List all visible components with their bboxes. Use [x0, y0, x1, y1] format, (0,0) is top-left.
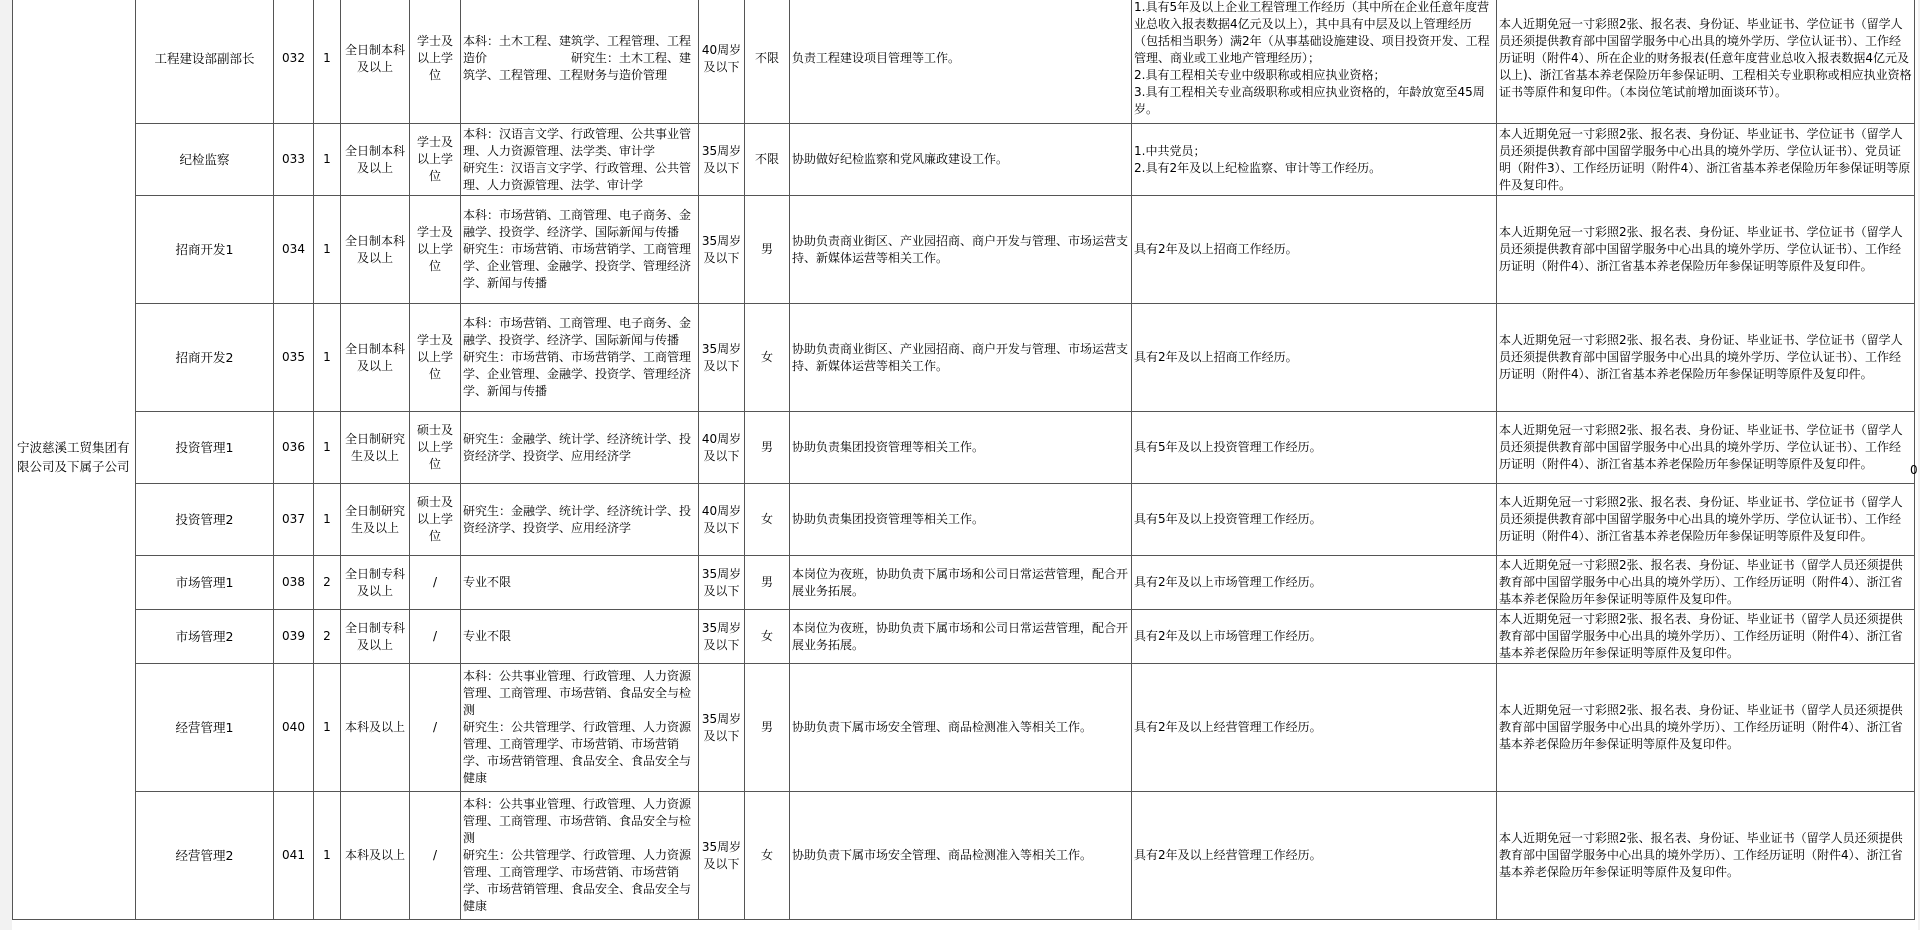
table-body: [13, 0, 1915, 920]
age-cell: 35周岁及以下: [699, 556, 745, 610]
age-cell: 35周岁及以下: [699, 124, 745, 196]
table-row: [13, 124, 1915, 196]
age-cell: 35周岁及以下: [699, 610, 745, 664]
count-cell: 1: [314, 792, 341, 920]
code-cell: 039: [274, 610, 314, 664]
materials-cell: 本人近期免冠一寸彩照2张、报名表、身份证、毕业证书、学位证书（留学人员还须提供教育部中国留学服务中心出具的境外学历、学位认证书）、工作经历证明（附件4）、所在企业的财务报表(任意年度营业总收入报表数据4亿元及以上)、浙江省基本养老保险历年参保证明、工程相关专业职称或相应执业资格证书等原件和复印件。（本岗位笔试前增加面谈环节）。: [1497, 0, 1915, 124]
major-cell: 本科：市场营销、工商管理、电子商务、金融学、投资学、经济学、国际新闻与传播 研究生：市场营销、市场营销学、工商管理学、企业管理、金融学、投资学、管理经济学、新闻与传播: [461, 196, 699, 304]
degree-cell: 硕士及以上学位: [410, 484, 461, 556]
count-cell: 2: [314, 610, 341, 664]
age-cell: 35周岁及以下: [699, 664, 745, 792]
table-row: [13, 792, 1915, 920]
education-cell: 全日制本科及以上: [341, 196, 410, 304]
major-cell: 专业不限: [461, 556, 699, 610]
code-cell: 036: [274, 412, 314, 484]
code-cell: 032: [274, 0, 314, 124]
count-cell: 1: [314, 664, 341, 792]
gender-cell: 女: [745, 484, 790, 556]
materials-cell: 本人近期免冠一寸彩照2张、报名表、身份证、毕业证书、学位证书（留学人员还须提供教育部中国留学服务中心出具的境外学历、学位认证书）、工作经历证明（附件4）、浙江省基本养老保险历年参保证明等原件及复印件。: [1497, 196, 1915, 304]
degree-cell: /: [410, 556, 461, 610]
major-cell: 本科：公共事业管理、行政管理、人力资源管理、工商管理、市场营销、食品安全与检测 研究生：公共管理学、行政管理、人力资源管理、工商管理学、市场营销、市场营销学、市场营销管理、食品安全、食品安全与健康: [461, 664, 699, 792]
organization-cell: 宁波慈溪工贸集团有限公司及下属子公司: [13, 0, 136, 920]
degree-cell: 学士及以上学位: [410, 196, 461, 304]
major-cell: 研究生：金融学、统计学、经济统计学、投资经济学、投资学、应用经济学: [461, 484, 699, 556]
education-cell: 全日制专科及以上: [341, 556, 410, 610]
table-row: [13, 196, 1915, 304]
edge-mark: 0: [1910, 463, 1918, 477]
materials-cell: 本人近期免冠一寸彩照2张、报名表、身份证、毕业证书、学位证书（留学人员还须提供教育部中国留学服务中心出具的境外学历、学位认证书）、工作经历证明（附件4）、浙江省基本养老保险历年参保证明等原件及复印件。: [1497, 304, 1915, 412]
code-cell: 040: [274, 664, 314, 792]
position-cell: 投资管理1: [136, 412, 274, 484]
requirements-cell: 具有2年及以上经营管理工作经历。: [1132, 664, 1497, 792]
age-cell: 40周岁及以下: [699, 0, 745, 124]
code-cell: 038: [274, 556, 314, 610]
materials-cell: 本人近期免冠一寸彩照2张、报名表、身份证、毕业证书、学位证书（留学人员还须提供教育部中国留学服务中心出具的境外学历、学位认证书）、党员证明（附件3）、工作经历证明（附件4）、浙江省基本养老保险历年参保证明等原件及复印件。: [1497, 124, 1915, 196]
materials-cell: 本人近期免冠一寸彩照2张、报名表、身份证、毕业证书、学位证书（留学人员还须提供教育部中国留学服务中心出具的境外学历、学位认证书）、工作经历证明（附件4）、浙江省基本养老保险历年参保证明等原件及复印件。: [1497, 412, 1915, 484]
table-row: [13, 610, 1915, 664]
duty-cell: 协助负责下属市场安全管理、商品检测准入等相关工作。: [790, 792, 1132, 920]
count-cell: 2: [314, 556, 341, 610]
count-cell: 1: [314, 0, 341, 124]
requirements-cell: 1.中共党员； 2.具有2年及以上纪检监察、审计等工作经历。: [1132, 124, 1497, 196]
code-cell: 034: [274, 196, 314, 304]
code-cell: 041: [274, 792, 314, 920]
major-cell: 本科：汉语言文学、行政管理、公共事业管理、人力资源管理、法学类、审计学 研究生：汉语言文字学、行政管理、公共管理、人力资源管理、法学、审计学: [461, 124, 699, 196]
table-row: [13, 304, 1915, 412]
requirements-cell: 具有2年及以上招商工作经历。: [1132, 304, 1497, 412]
requirements-cell: 具有2年及以上招商工作经历。: [1132, 196, 1497, 304]
major-cell: 本科：土木工程、建筑学、工程管理、工程造价 研究生：土木工程、建筑学、工程管理、工程财务与造价管理: [461, 0, 699, 124]
gender-cell: 不限: [745, 0, 790, 124]
duty-cell: 协助负责商业街区、产业园招商、商户开发与管理、市场运营支持、新媒体运营等相关工作。: [790, 304, 1132, 412]
recruitment-table: [12, 0, 1915, 920]
degree-cell: 学士及以上学位: [410, 304, 461, 412]
position-cell: 工程建设部副部长: [136, 0, 274, 124]
duty-cell: 协助做好纪检监察和党风廉政建设工作。: [790, 124, 1132, 196]
degree-cell: 学士及以上学位: [410, 0, 461, 124]
materials-cell: 本人近期免冠一寸彩照2张、报名表、身份证、毕业证书（留学人员还须提供教育部中国留学服务中心出具的境外学历）、工作经历证明（附件4）、浙江省基本养老保险历年参保证明等原件及复印件。: [1497, 664, 1915, 792]
duty-cell: 协助负责集团投资管理等相关工作。: [790, 484, 1132, 556]
position-cell: 纪检监察: [136, 124, 274, 196]
education-cell: 全日制本科及以上: [341, 0, 410, 124]
gender-cell: 女: [745, 792, 790, 920]
age-cell: 35周岁及以下: [699, 304, 745, 412]
major-cell: 专业不限: [461, 610, 699, 664]
degree-cell: /: [410, 664, 461, 792]
requirements-cell: 具有5年及以上投资管理工作经历。: [1132, 412, 1497, 484]
requirements-cell: 具有2年及以上市场管理工作经历。: [1132, 556, 1497, 610]
degree-cell: 学士及以上学位: [410, 124, 461, 196]
age-cell: 35周岁及以下: [699, 792, 745, 920]
duty-cell: 协助负责商业街区、产业园招商、商户开发与管理、市场运营支持、新媒体运营等相关工作。: [790, 196, 1132, 304]
table-row: [13, 412, 1915, 484]
duty-cell: 协助负责下属市场安全管理、商品检测准入等相关工作。: [790, 664, 1132, 792]
position-cell: 招商开发1: [136, 196, 274, 304]
table-row: [13, 484, 1915, 556]
education-cell: 全日制本科及以上: [341, 304, 410, 412]
code-cell: 033: [274, 124, 314, 196]
age-cell: 35周岁及以下: [699, 196, 745, 304]
table-row: [13, 556, 1915, 610]
position-cell: 市场管理2: [136, 610, 274, 664]
education-cell: 本科及以上: [341, 664, 410, 792]
degree-cell: /: [410, 792, 461, 920]
position-cell: 投资管理2: [136, 484, 274, 556]
education-cell: 全日制本科及以上: [341, 124, 410, 196]
count-cell: 1: [314, 124, 341, 196]
age-cell: 40周岁及以下: [699, 412, 745, 484]
gender-cell: 男: [745, 196, 790, 304]
count-cell: 1: [314, 304, 341, 412]
count-cell: 1: [314, 412, 341, 484]
code-cell: 035: [274, 304, 314, 412]
degree-cell: 硕士及以上学位: [410, 412, 461, 484]
requirements-cell: 1.具有5年及以上企业工程管理工作经历（其中所在企业任意年度营业总收入报表数据4亿元及以上），其中具有中层及以上管理经历（包括相当职务）满2年（从事基础设施建设、项目投资开发、工程管理、商业或工业地产管理经历）； 2.具有工程相关专业中级职称或相应执业资格； 3.具有工程相关专业高级职称或相应执业资格的，年龄放宽至45周岁。: [1132, 0, 1497, 124]
education-cell: 本科及以上: [341, 792, 410, 920]
education-cell: 全日制研究生及以上: [341, 484, 410, 556]
table-row: [13, 0, 1915, 124]
age-cell: 40周岁及以下: [699, 484, 745, 556]
gender-cell: 男: [745, 412, 790, 484]
duty-cell: 本岗位为夜班，协助负责下属市场和公司日常运营管理，配合开展业务拓展。: [790, 610, 1132, 664]
materials-cell: 本人近期免冠一寸彩照2张、报名表、身份证、毕业证书（留学人员还须提供教育部中国留学服务中心出具的境外学历）、工作经历证明（附件4）、浙江省基本养老保险历年参保证明等原件及复印件。: [1497, 792, 1915, 920]
education-cell: 全日制研究生及以上: [341, 412, 410, 484]
position-cell: 经营管理1: [136, 664, 274, 792]
position-cell: 招商开发2: [136, 304, 274, 412]
requirements-cell: 具有2年及以上市场管理工作经历。: [1132, 610, 1497, 664]
major-cell: 本科：市场营销、工商管理、电子商务、金融学、投资学、经济学、国际新闻与传播 研究生：市场营销、市场营销学、工商管理学、企业管理、金融学、投资学、管理经济学、新闻与传播: [461, 304, 699, 412]
materials-cell: 本人近期免冠一寸彩照2张、报名表、身份证、毕业证书、学位证书（留学人员还须提供教育部中国留学服务中心出具的境外学历、学位认证书）、工作经历证明（附件4）、浙江省基本养老保险历年参保证明等原件及复印件。: [1497, 484, 1915, 556]
duty-cell: 本岗位为夜班，协助负责下属市场和公司日常运营管理，配合开展业务拓展。: [790, 556, 1132, 610]
materials-cell: 本人近期免冠一寸彩照2张、报名表、身份证、毕业证书（留学人员还须提供教育部中国留学服务中心出具的境外学历）、工作经历证明（附件4）、浙江省基本养老保险历年参保证明等原件及复印件。: [1497, 610, 1915, 664]
major-cell: 本科：公共事业管理、行政管理、人力资源管理、工商管理、市场营销、食品安全与检测 研究生：公共管理学、行政管理、人力资源管理、工商管理学、市场营销、市场营销学、市场营销管理、食品安全、食品安全与健康: [461, 792, 699, 920]
count-cell: 1: [314, 196, 341, 304]
requirements-cell: 具有5年及以上投资管理工作经历。: [1132, 484, 1497, 556]
gender-cell: 不限: [745, 124, 790, 196]
position-cell: 市场管理1: [136, 556, 274, 610]
count-cell: 1: [314, 484, 341, 556]
gender-cell: 女: [745, 304, 790, 412]
position-cell: 经营管理2: [136, 792, 274, 920]
duty-cell: 协助负责集团投资管理等相关工作。: [790, 412, 1132, 484]
major-cell: 研究生：金融学、统计学、经济统计学、投资经济学、投资学、应用经济学: [461, 412, 699, 484]
gender-cell: 男: [745, 664, 790, 792]
requirements-cell: 具有2年及以上经营管理工作经历。: [1132, 792, 1497, 920]
duty-cell: 负责工程建设项目管理等工作。: [790, 0, 1132, 124]
education-cell: 全日制专科及以上: [341, 610, 410, 664]
gender-cell: 女: [745, 610, 790, 664]
table-row: [13, 664, 1915, 792]
materials-cell: 本人近期免冠一寸彩照2张、报名表、身份证、毕业证书（留学人员还须提供教育部中国留学服务中心出具的境外学历）、工作经历证明（附件4）、浙江省基本养老保险历年参保证明等原件及复印件。: [1497, 556, 1915, 610]
degree-cell: /: [410, 610, 461, 664]
gender-cell: 男: [745, 556, 790, 610]
code-cell: 037: [274, 484, 314, 556]
